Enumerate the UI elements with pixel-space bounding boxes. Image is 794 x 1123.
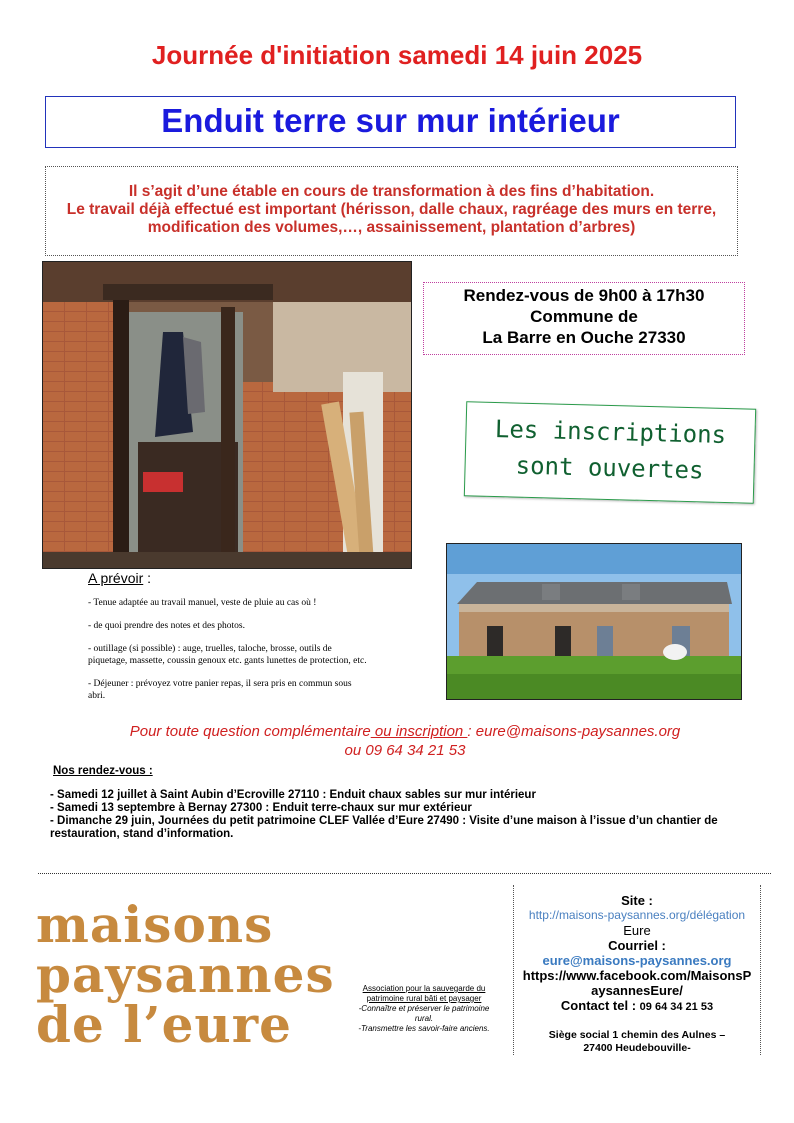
to-bring-colon: :: [143, 570, 152, 586]
association-mission: [350, 984, 498, 1034]
facebook-link[interactable]: https://www.facebook.com/MaisonsPaysannesEure/: [522, 968, 752, 998]
events-heading: Nos rendez-vous :: [53, 765, 153, 777]
list-item: - outillage (si possible) : auge, truelles, taloche, brosse, outils de piquetage, massette, coussin genoux etc. gants lunettes de protection, etc.: [88, 644, 367, 666]
site-suffix: Eure: [623, 923, 651, 938]
to-bring-list: [88, 597, 368, 702]
intro-description: [45, 166, 738, 256]
phone-row: [514, 998, 760, 1015]
intro-line: Le travail déjà effectué est important (hérisson, dalle chaux, ragréage des murs en terre,: [66, 201, 717, 218]
footer-divider: [38, 873, 771, 874]
head-office-line: Siège social 1 chemin des Aulnes –: [548, 1029, 726, 1041]
head-office-line: 27400 Heudebouville-: [583, 1042, 691, 1054]
question-phone: ou 09 64 34 21 53: [344, 742, 466, 759]
inscription-link[interactable]: ou inscription: [370, 723, 468, 740]
logo-line: paysannes: [36, 945, 335, 1004]
association-goal: -Connaître et préserver le patrimoine rural.: [358, 1004, 490, 1023]
registration-open-box: [464, 401, 756, 504]
question-email[interactable]: : eure@maisons-paysannes.org: [467, 723, 681, 740]
phone-number: 09 64 34 21 53: [639, 1001, 714, 1013]
list-item: - de quoi prendre des notes et des photos.: [88, 621, 245, 631]
appointment-commune-label: Commune de: [530, 307, 638, 326]
workshop-title: Enduit terre sur mur intérieur: [45, 96, 736, 148]
association-logo: [36, 895, 335, 1054]
list-item: - Déjeuner : prévoyez votre panier repas, il sera pris en commun sous abri.: [88, 679, 352, 701]
association-tagline: Association pour la sauvegarde du patrimoine rural bâti et paysager: [362, 984, 486, 1003]
logo-line: maisons: [36, 895, 274, 954]
registration-line: Les inscriptions: [494, 414, 727, 450]
list-item: - Tenue adaptée au travail manuel, veste de pluie au cas où !: [88, 598, 317, 608]
email-link[interactable]: eure@maisons-paysannes.org: [542, 953, 732, 968]
contact-question: [0, 722, 794, 760]
event-item: - Samedi 12 juillet à Saint Aubin d’Ecroville 27110 : Enduit chaux sables sur mur intérieur: [50, 789, 536, 801]
intro-line: Il s’agit d’une étable en cours de transformation à des fins d’habitation.: [128, 183, 655, 200]
question-text: Pour toute question complémentaire: [129, 723, 371, 740]
event-item: - Samedi 13 septembre à Bernay 27300 : Enduit terre-chaux sur mur extérieur: [50, 802, 472, 814]
intro-line: modification des volumes,…, assainissement, plantation d’arbres): [147, 219, 636, 236]
site-link[interactable]: http://maisons-paysannes.org/délégation: [528, 908, 746, 922]
site-label: Site :: [621, 893, 653, 908]
contact-info: [513, 885, 761, 1055]
logo-line: de l’eure: [36, 995, 292, 1054]
email-label: Courriel :: [608, 938, 666, 953]
to-bring-heading: [88, 570, 368, 586]
event-item: - Dimanche 29 juin, Journées du petit patrimoine CLEF Vallée d’Eure 27490 : Visite d’une maison à l’issue d’un chantier de restauration, stand d’information.: [50, 815, 718, 840]
appointment-time: Rendez-vous de 9h00 à 17h30: [463, 286, 705, 305]
page-title: Journée d'initiation samedi 14 juin 2025: [151, 40, 643, 70]
question-line: [0, 722, 794, 741]
to-bring-section: [88, 570, 368, 702]
interior-photo: [42, 261, 412, 569]
building-photo: [446, 543, 742, 700]
registration-line: sont ouvertes: [515, 451, 704, 485]
appointment-location: La Barre en Ouche 27330: [482, 328, 686, 347]
to-bring-title: A prévoir: [88, 570, 144, 586]
appointment-box: [423, 282, 745, 355]
upcoming-events: [50, 765, 770, 841]
phone-label: Contact tel :: [560, 998, 637, 1013]
association-goal: -Transmettre les savoir-faire anciens.: [358, 1024, 490, 1033]
